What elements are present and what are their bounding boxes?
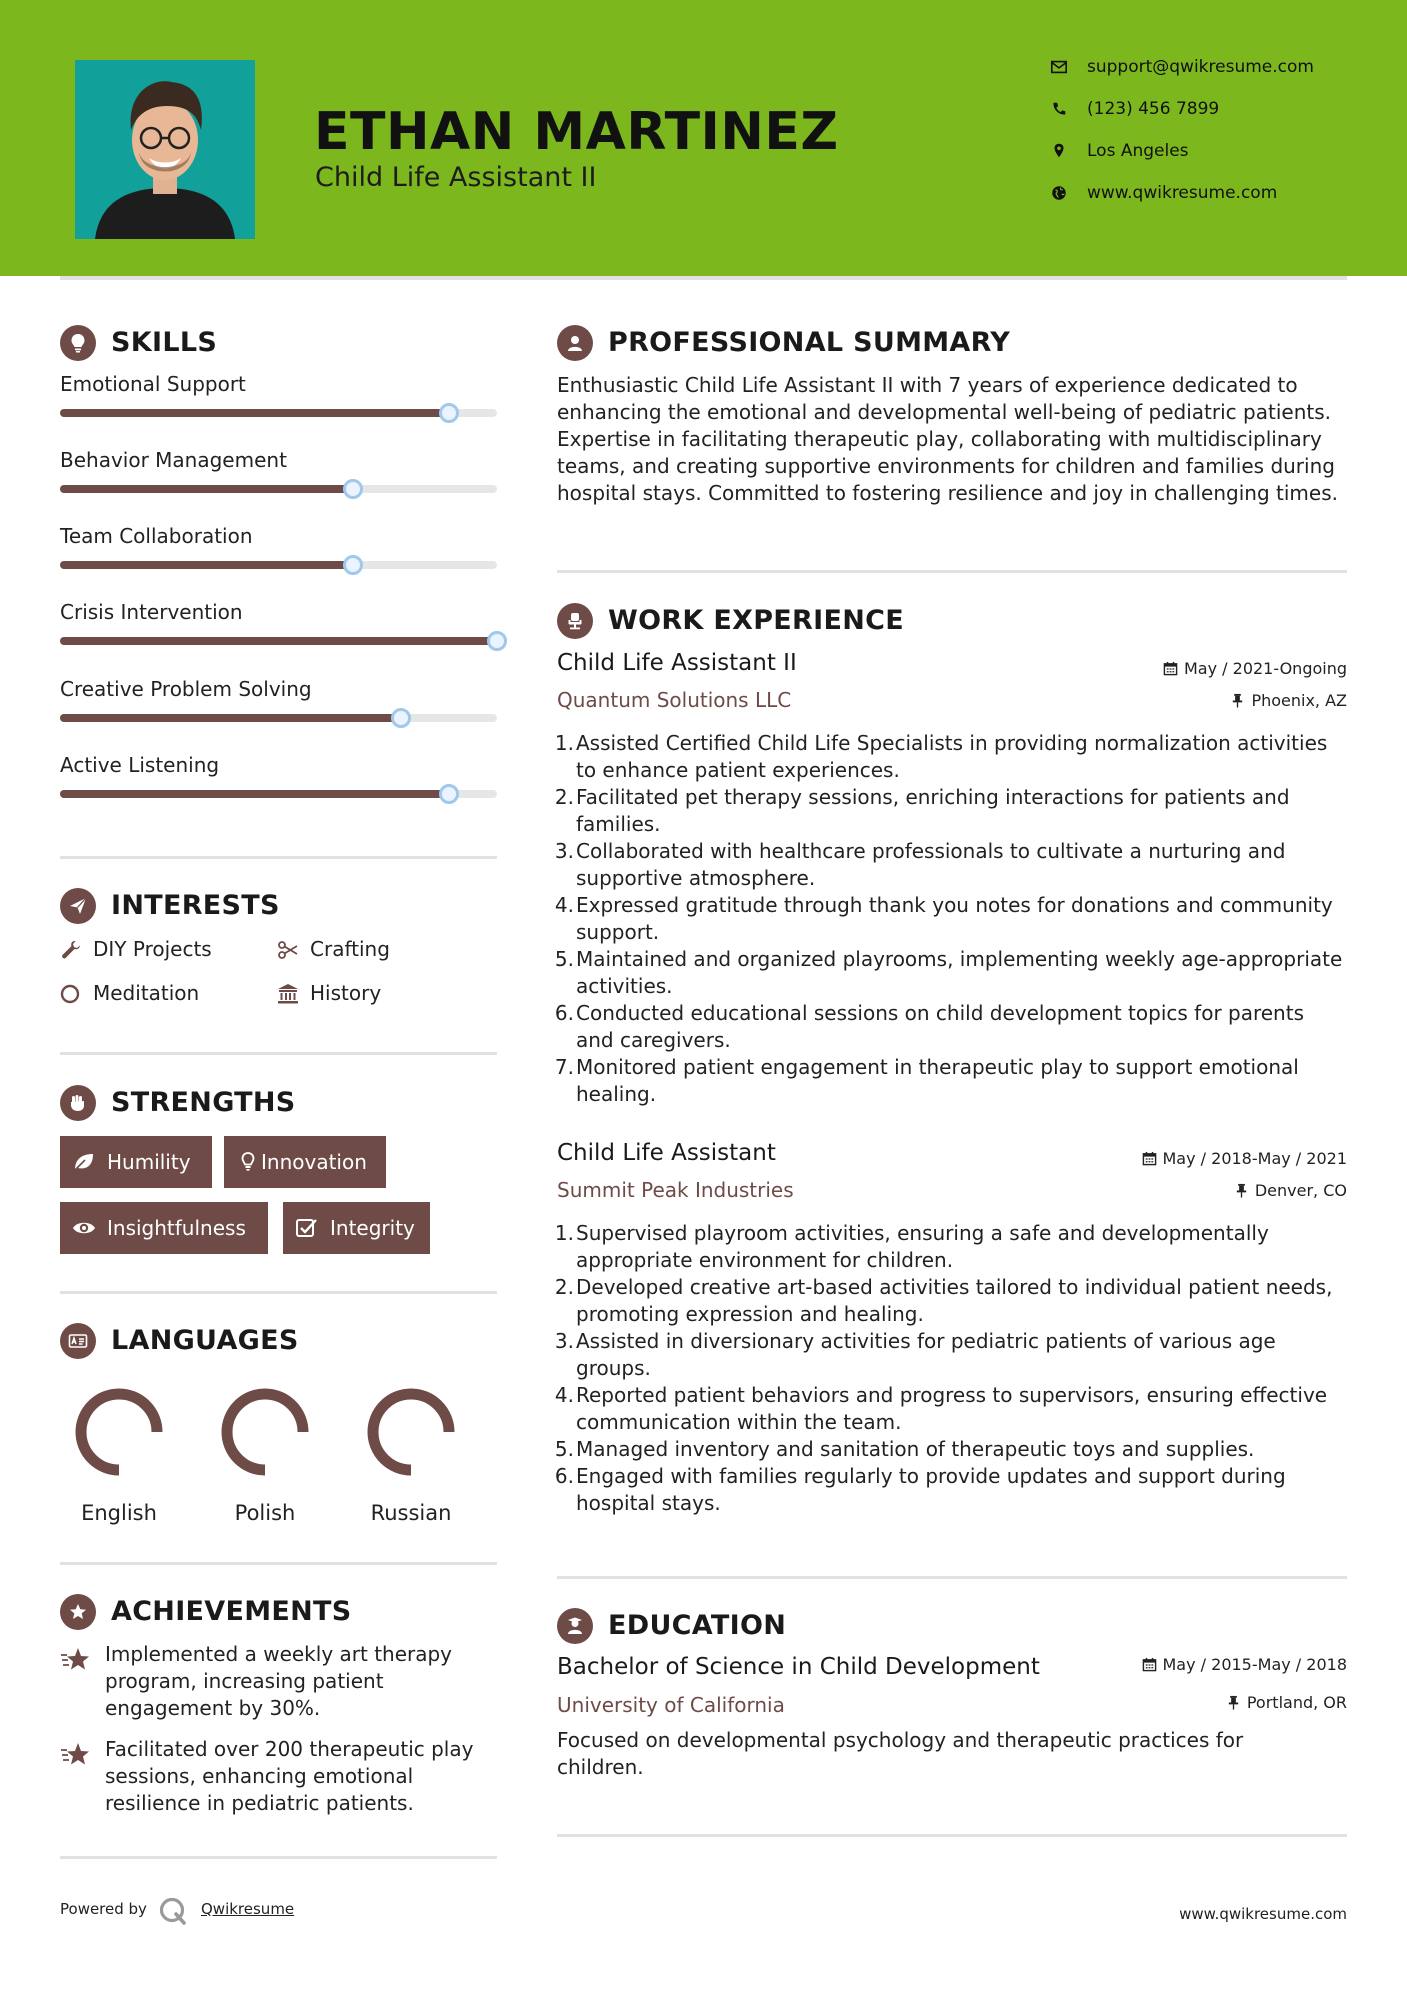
job-company: Quantum Solutions LLC [557,688,792,712]
skill-bar-fill [60,637,497,645]
achievements-heading [60,1594,500,1634]
job-bullet-text: Maintained and organized playrooms, implementing weekly age-appropriate activities. [576,947,1343,998]
contact-location [1050,139,1350,181]
achievement-item [60,1641,500,1731]
skill-bar-fill [60,714,401,722]
job-date [1047,1149,1347,1168]
skills-heading [60,325,500,365]
skill-item [60,448,497,508]
skill-bar [60,561,497,569]
person-portrait-icon [75,60,255,239]
job-bullet-text: Expressed gratitude through thank you notes for donations and community support. [576,893,1333,944]
skills-section [60,325,500,365]
contact-website-text: www.qwikresume.com [1087,183,1278,203]
section-divider [557,1834,1347,1837]
section-divider [557,570,1347,573]
skill-name: Emotional Support [60,372,246,396]
education-heading [557,1608,1347,1648]
education-degree: Bachelor of Science in Child Development [557,1654,1040,1680]
calendar-icon [1163,661,1178,676]
job-bullet-text: Engaged with families regularly to provide updates and support during hospital stays. [576,1464,1286,1515]
strength-label: Integrity [330,1216,415,1240]
summary-title: PROFESSIONAL SUMMARY [608,327,1011,358]
bank-icon [277,983,299,1005]
strength-tag [60,1202,268,1254]
strength-tag [224,1136,386,1188]
education-location [1047,1693,1347,1712]
language-item [64,1377,174,1525]
interests-section [60,888,500,928]
section-divider [557,1576,1347,1579]
phone-icon [1050,100,1068,118]
job-bullet: 6. Engaged with families regularly to provide updates and support during hospital stays. [554,1464,1286,1515]
qwikresume-logo-icon [158,1896,188,1926]
interest-label: DIY Projects [93,937,212,961]
candidate-title: Child Life Assistant II [315,162,597,193]
language-proficiency-ring [64,1377,174,1487]
interests-title: INTERESTS [111,890,280,921]
language-name: Polish [234,1501,296,1525]
envelope-icon [1050,58,1068,76]
job-bullet: 2. Facilitated pet therapy sessions, enriching interactions for patients and families. [554,785,1290,836]
experience-heading [557,603,1347,643]
skill-name: Active Listening [60,753,220,777]
achievements-section [60,1594,500,1634]
skill-item [60,677,497,737]
education-location-text: Portland, OR [1246,1693,1347,1712]
languages-title: LANGUAGES [111,1325,299,1356]
job-bullet-text: Assisted Certified Child Life Specialists in providing normalization activities to enhance patient experiences. [576,731,1328,782]
skill-name: Crisis Intervention [60,600,243,624]
job-title: Child Life Assistant II [557,650,797,676]
education-section [557,1608,1347,1648]
skill-bar-knob [391,708,411,728]
job-date [1047,659,1347,678]
circle-icon [60,983,82,1005]
skill-bar-knob [439,784,459,804]
contact-email[interactable] [1050,55,1350,97]
strength-label: Insightfulness [107,1216,246,1240]
achievement-text: Facilitated over 200 therapeutic play sessions, enhancing emotional resilience in pediatric patients. [105,1737,474,1815]
education-date [1047,1655,1347,1674]
calendar-icon [1142,1151,1157,1166]
contact-website[interactable] [1050,181,1350,223]
footer-powered-by: Powered by [60,1900,147,1918]
job-location [1047,691,1347,710]
leaf-icon [72,1151,96,1173]
skill-bar-fill [60,485,353,493]
contact-email-text: support@qwikresume.com [1087,57,1314,77]
job-bullet: 4. Reported patient behaviors and progress to supervisors, ensuring effective communication within the team. [554,1383,1328,1434]
job-company: Summit Peak Industries [557,1178,794,1202]
star-icon [60,1740,92,1770]
graduate-icon [557,1608,593,1644]
office-chair-icon [557,603,593,639]
job-bullet-text: Supervised playroom activities, ensuring a safe and developmentally appropriate environment for children. [576,1221,1269,1272]
skill-bar-knob [487,631,507,651]
skill-item [60,753,497,813]
strength-label: Innovation [261,1150,367,1174]
skill-name: Team Collaboration [60,524,253,548]
section-divider [60,1856,497,1859]
paper-plane-icon [60,888,96,924]
language-item [356,1377,466,1525]
languages-section [60,1323,500,1363]
star-badge-icon [60,1594,96,1630]
job-location-text: Denver, CO [1254,1181,1347,1200]
interests-heading [60,888,500,928]
job-bullet: 3. Collaborated with healthcare professionals to cultivate a nurturing and supportive atmosphere. [554,839,1286,890]
job-date-text: May / 2018-May / 2021 [1162,1149,1347,1168]
skill-bar-knob [439,403,459,423]
job-bullet: 4. Expressed gratitude through thank you notes for donations and community support. [554,893,1333,944]
job-bullet-text: Monitored patient engagement in therapeutic play to support emotional healing. [576,1055,1299,1106]
header-divider [60,276,1347,280]
achievements-title: ACHIEVEMENTS [111,1596,352,1627]
strengths-section [60,1085,500,1125]
job-bullet: 1. Supervised playroom activities, ensuring a safe and developmentally appropriate environment for children. [554,1221,1269,1272]
raised-fist-icon [60,1085,96,1121]
job-bullet-text: Managed inventory and sanitation of therapeutic toys and supplies. [576,1437,1255,1461]
job-bullet-list [554,1220,1347,1517]
skill-bar-fill [60,561,353,569]
pushpin-icon [1230,693,1245,708]
section-divider [60,856,497,859]
job-bullet: 2. Developed creative art-based activities tailored to individual patient needs, promoting expression and healing. [554,1275,1333,1326]
interest-label: Meditation [93,981,200,1005]
pushpin-icon [1234,1183,1249,1198]
calendar-icon [1142,1657,1157,1672]
job-location [1047,1181,1347,1200]
job-bullet: 5. Managed inventory and sanitation of therapeutic toys and supplies. [554,1437,1255,1461]
education-school: University of California [557,1693,785,1717]
education-date-text: May / 2015-May / 2018 [1162,1655,1347,1674]
skill-bar [60,714,497,722]
skill-name: Creative Problem Solving [60,677,312,701]
skill-bar-knob [343,555,363,575]
job-bullet-text: Assisted in diversionary activities for pediatric patients of various age groups. [576,1329,1276,1380]
check-square-icon [295,1217,319,1239]
strengths-title: STRENGTHS [111,1087,296,1118]
achievement-item [60,1736,500,1826]
contact-location-text: Los Angeles [1087,141,1189,161]
education-title: EDUCATION [608,1610,787,1641]
profile-photo [75,60,255,239]
job-bullet: 3. Assisted in diversionary activities for pediatric patients of various age groups. [554,1329,1276,1380]
job-bullet: 7. Monitored patient engagement in therapeutic play to support emotional healing. [554,1055,1299,1106]
experience-title: WORK EXPERIENCE [608,605,904,636]
interest-label: Crafting [310,937,390,961]
skill-bar [60,790,497,798]
lightbulb-icon [60,325,96,361]
star-icon [60,1645,92,1675]
job-bullet-text: Conducted educational sessions on child development topics for parents and caregivers. [576,1001,1304,1052]
language-proficiency-ring [356,1377,466,1487]
language-card-icon [60,1323,96,1359]
job-bullet: 5. Maintained and organized playrooms, implementing weekly age-appropriate activities. [554,947,1343,998]
interest-label: History [310,981,382,1005]
section-divider [60,1052,497,1055]
summary-heading [557,325,1347,365]
wrench-icon [60,939,82,961]
job-bullet-text: Facilitated pet therapy sessions, enriching interactions for patients and families. [576,785,1290,836]
footer-brand-link[interactable]: Qwikresume [201,1900,295,1918]
section-divider [60,1291,497,1294]
job-bullet: 1. Assisted Certified Child Life Specialists in providing normalization activities to enhance patient experiences. [554,731,1328,782]
skill-bar-fill [60,790,449,798]
job-title: Child Life Assistant [557,1140,776,1166]
candidate-name: ETHAN MARTINEZ [314,102,839,162]
job-bullet-list [554,730,1347,1108]
pushpin-icon [1226,1695,1241,1710]
footer-website[interactable]: www.qwikresume.com [1179,1905,1347,1923]
job-bullet-text: Collaborated with healthcare professionals to cultivate a nurturing and supportive atmosphere. [576,839,1286,890]
language-item [210,1377,320,1525]
job-bullet-text: Reported patient behaviors and progress to supervisors, ensuring effective communication within the team. [576,1383,1328,1434]
strengths-heading [60,1085,500,1125]
scissors-icon [277,939,299,961]
eye-icon [72,1217,96,1239]
strength-tag [283,1202,430,1254]
contact-phone[interactable] [1050,97,1350,139]
skill-bar [60,485,497,493]
contact-phone-text: (123) 456 7899 [1087,99,1220,119]
education-description: Focused on developmental psychology and therapeutic practices for children. [557,1728,1244,1779]
summary-section [557,325,1347,365]
skill-item [60,372,497,432]
job-bullet-text: Developed creative art-based activities tailored to individual patient needs, promoting expression and healing. [576,1275,1333,1326]
strength-label: Humility [107,1150,191,1174]
section-divider [60,1562,497,1565]
achievement-text: Implemented a weekly art therapy program, increasing patient engagement by 30%. [105,1642,453,1720]
languages-heading [60,1323,500,1363]
skill-bar [60,409,497,417]
experience-section [557,603,1347,643]
user-icon [557,325,593,361]
strength-tag [60,1136,212,1188]
map-pin-icon [1050,142,1068,160]
globe-icon [1050,184,1068,202]
skill-item [60,600,497,660]
language-proficiency-ring [210,1377,320,1487]
skills-title: SKILLS [111,327,218,358]
skill-item [60,524,497,584]
skill-bar-knob [343,479,363,499]
job-date-text: May / 2021-Ongoing [1184,659,1347,678]
language-name: English [81,1501,157,1525]
skill-name: Behavior Management [60,448,287,472]
lightbulb-icon [236,1151,260,1173]
language-name: Russian [370,1501,452,1525]
job-location-text: Phoenix, AZ [1251,691,1347,710]
skill-bar [60,637,497,645]
skill-bar-fill [60,409,449,417]
summary-text: Enthusiastic Child Life Assistant II with 7 years of experience dedicated to enhancing the emotional and developmental well-being of pediatric patients. Expertise in facilitating therapeutic play, collaborating with multidisciplinary teams, and creating supportive environments for children and families during hospital stays. Committed to fostering resilience and joy in challenging times. [557,373,1338,505]
job-bullet: 6. Conducted educational sessions on child development topics for parents and caregivers. [554,1001,1304,1052]
contact-list [1050,55,1350,223]
